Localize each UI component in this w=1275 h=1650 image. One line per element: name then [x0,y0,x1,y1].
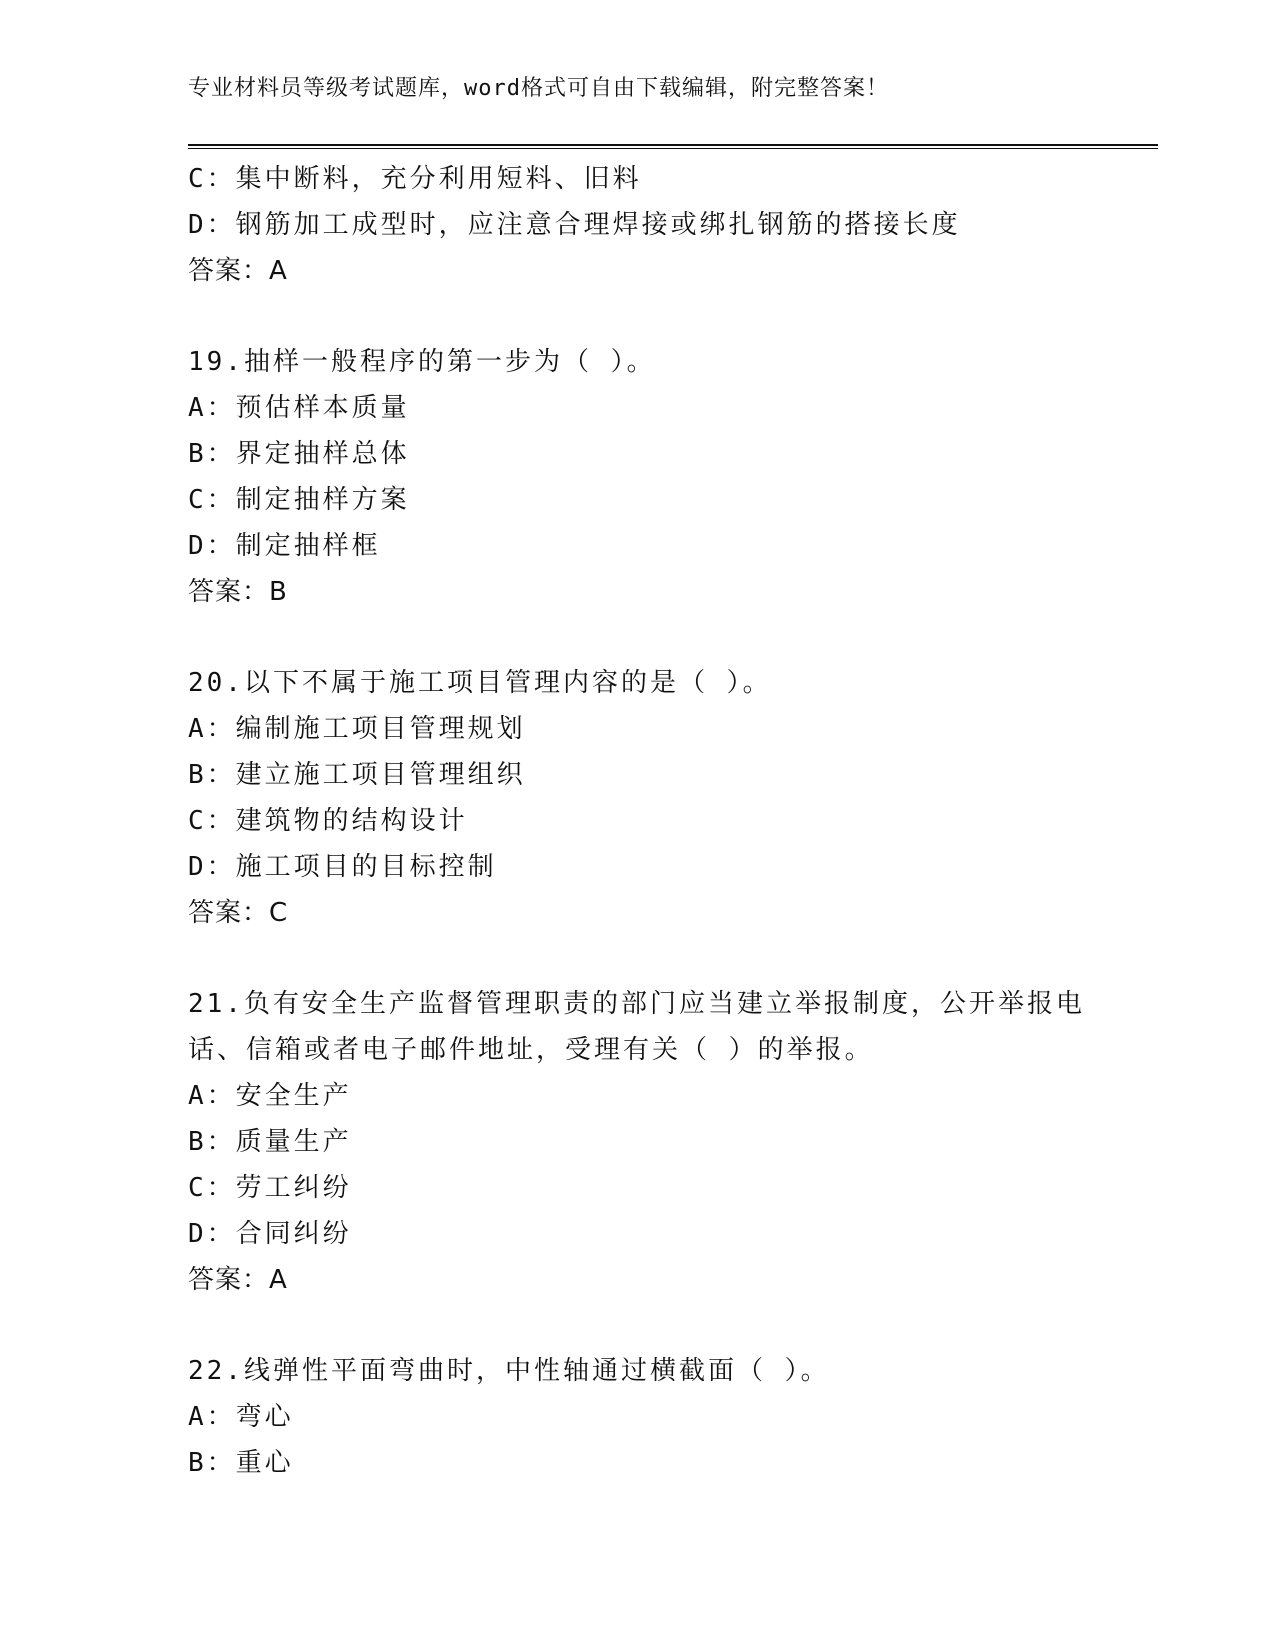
option-a: A：安全生产 [188,1081,352,1111]
question-21 [188,981,1158,1303]
option-c: C：劳工纠纷 [188,1173,352,1203]
option-a: A：预估样本质量 [188,393,410,423]
spacer [188,1303,1158,1348]
header-divider [188,144,1158,149]
question-20 [188,660,1158,936]
question-text: 21.负有安全生产监督管理职责的部门应当建立举报制度，公开举报电 [188,989,1085,1019]
answer: 答案：C [188,898,289,928]
option-b: B：界定抽样总体 [188,439,410,469]
option-c: C：制定抽样方案 [188,485,410,515]
option-d: D：施工项目的目标控制 [188,852,497,882]
option-a: A：编制施工项目管理规划 [188,714,526,744]
option-b: B：建立施工项目管理组织 [188,760,526,790]
option-b: B：重心 [188,1448,294,1478]
question-22 [188,1348,1158,1486]
answer: 答案：A [188,1265,288,1295]
answer: 答案：A [188,256,288,286]
page-header: 专业材料员等级考试题库，word格式可自由下载编辑，附完整答案！ [188,76,889,101]
question-text: 19.抽样一般程序的第一步为（ ）。 [188,347,656,377]
option-d: D：钢筋加工成型时，应注意合理焊接或绑扎钢筋的搭接长度 [188,210,961,240]
spacer [188,615,1158,660]
option-b: B：质量生产 [188,1127,352,1157]
answer: 答案：B [188,577,288,607]
question-19 [188,339,1158,615]
question-18-continued [188,156,1158,294]
question-text: 22.线弹性平面弯曲时，中性轴通过横截面（ ）。 [188,1356,830,1386]
option-d: D：合同纠纷 [188,1219,352,1249]
spacer [188,936,1158,981]
spacer [188,294,1158,339]
option-d: D：制定抽样框 [188,531,381,561]
question-text: 20.以下不属于施工项目管理内容的是（ ）。 [188,668,772,698]
option-c: C：建筑物的结构设计 [188,806,468,836]
option-a: A：弯心 [188,1402,294,1432]
option-c: C：集中断料，充分利用短料、旧料 [188,164,642,194]
document-body [188,156,1158,1486]
question-text-continued: 话、信箱或者电子邮件地址，受理有关（ ）的举报。 [188,1035,874,1065]
